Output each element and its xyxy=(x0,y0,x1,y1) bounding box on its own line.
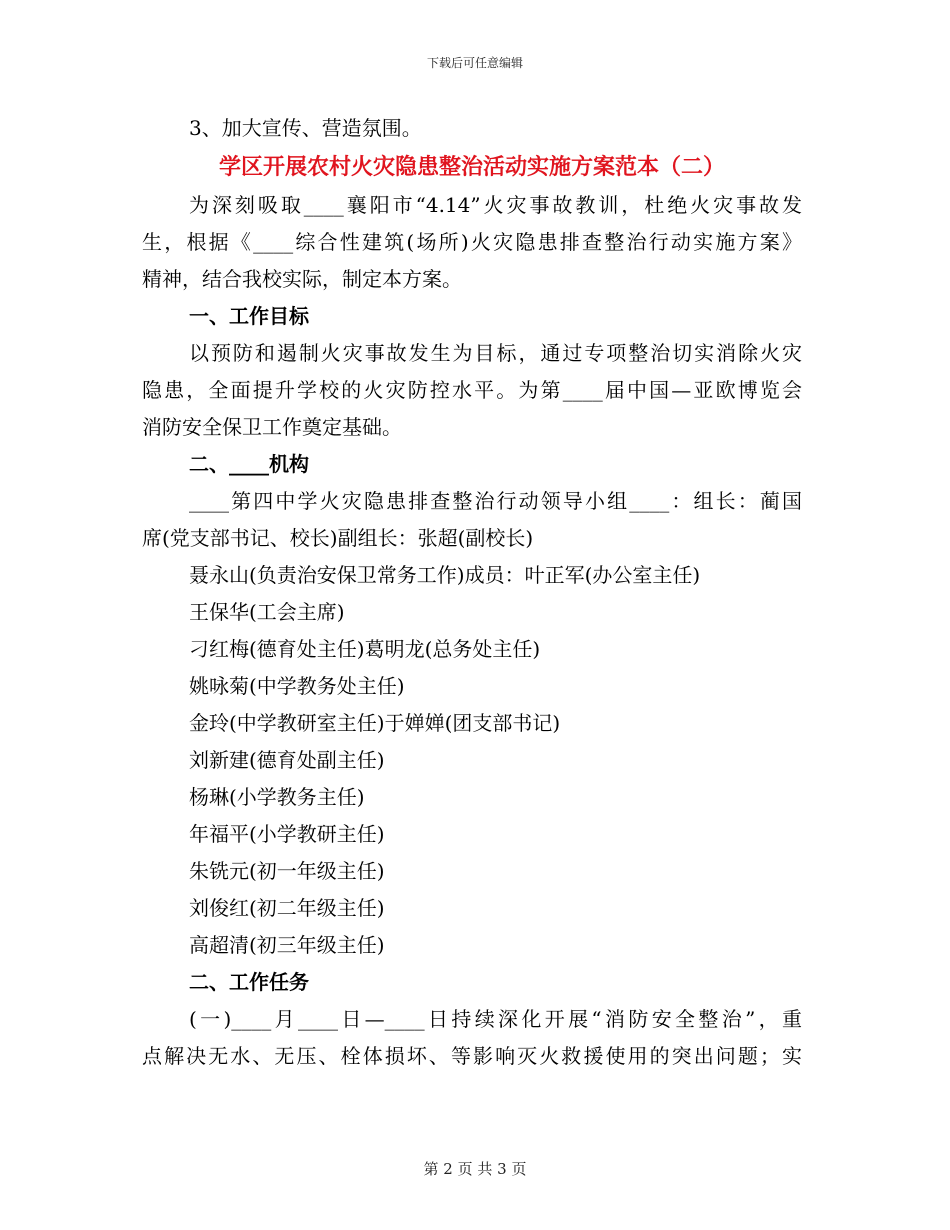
paragraph-line: 隐患，全面提升学校的火灾防控水平。为第____届中国—亚欧博览会 xyxy=(142,378,802,402)
paragraph-line: 姚咏菊(中学教务处主任) xyxy=(189,674,405,698)
section-heading: 一、工作目标 xyxy=(189,304,309,328)
paragraph-line: 席(党支部书记、校长)副组长：张超(副校长) xyxy=(142,526,534,550)
paragraph-line: 聂永山(负责治安保卫常务工作)成员：叶正军(办公室主任) xyxy=(189,563,701,587)
paragraph-line: 刘新建(德育处副主任) xyxy=(189,748,385,772)
paragraph-line: 以预防和遏制火灾事故发生为目标，通过专项整治切实消除火灾 xyxy=(189,341,802,365)
document-title: 学区开展农村火灾隐患整治活动实施方案范本（二） xyxy=(218,154,725,180)
paragraph-line: 消防安全保卫工作奠定基础。 xyxy=(142,415,402,439)
paragraph-line: 年福平(小学教研主任) xyxy=(189,822,385,846)
paragraph-line: ____第四中学火灾隐患排查整治行动领导小组____：组长：蔺国 xyxy=(189,489,802,513)
paragraph-line: 生，根据《____综合性建筑(场所)火灾隐患排查整治行动实施方案》 xyxy=(142,230,802,254)
paragraph-line: 朱铣元(初一年级主任) xyxy=(189,859,385,883)
paragraph-line: 刁红梅(德育处主任)葛明龙(总务处主任) xyxy=(189,637,541,661)
paragraph-line: 杨琳(小学教务主任) xyxy=(189,785,365,809)
paragraph-line: (一)____月____日—____日持续深化开展“消防安全整治”，重 xyxy=(189,1007,802,1031)
paragraph-line: 为深刻吸取____襄阳市“4.14”火灾事故教训，杜绝火灾事故发 xyxy=(189,193,802,217)
paragraph-line: 点解决无水、无压、栓体损坏、等影响灭火救援使用的突出问题；实 xyxy=(142,1044,802,1068)
paragraph-line: 王保华(工会主席) xyxy=(189,600,345,624)
paragraph-line: 高超清(初三年级主任) xyxy=(189,933,385,957)
paragraph-line: 精神，结合我校实际，制定本方案。 xyxy=(142,267,462,291)
page-footer: 第 2 页 共 3 页 xyxy=(423,1160,527,1178)
paragraph-line: 3、加大宣传、营造氛围。 xyxy=(189,116,422,140)
page-header: 下载后可任意编辑 xyxy=(426,56,523,70)
section-heading: 二、____机构 xyxy=(189,452,309,476)
document-body xyxy=(142,110,802,1075)
section-heading: 二、工作任务 xyxy=(189,970,309,994)
paragraph-line: 刘俊红(初二年级主任) xyxy=(189,896,385,920)
paragraph-line: 金玲(中学教研室主任)于婵婵(团支部书记) xyxy=(189,711,561,735)
